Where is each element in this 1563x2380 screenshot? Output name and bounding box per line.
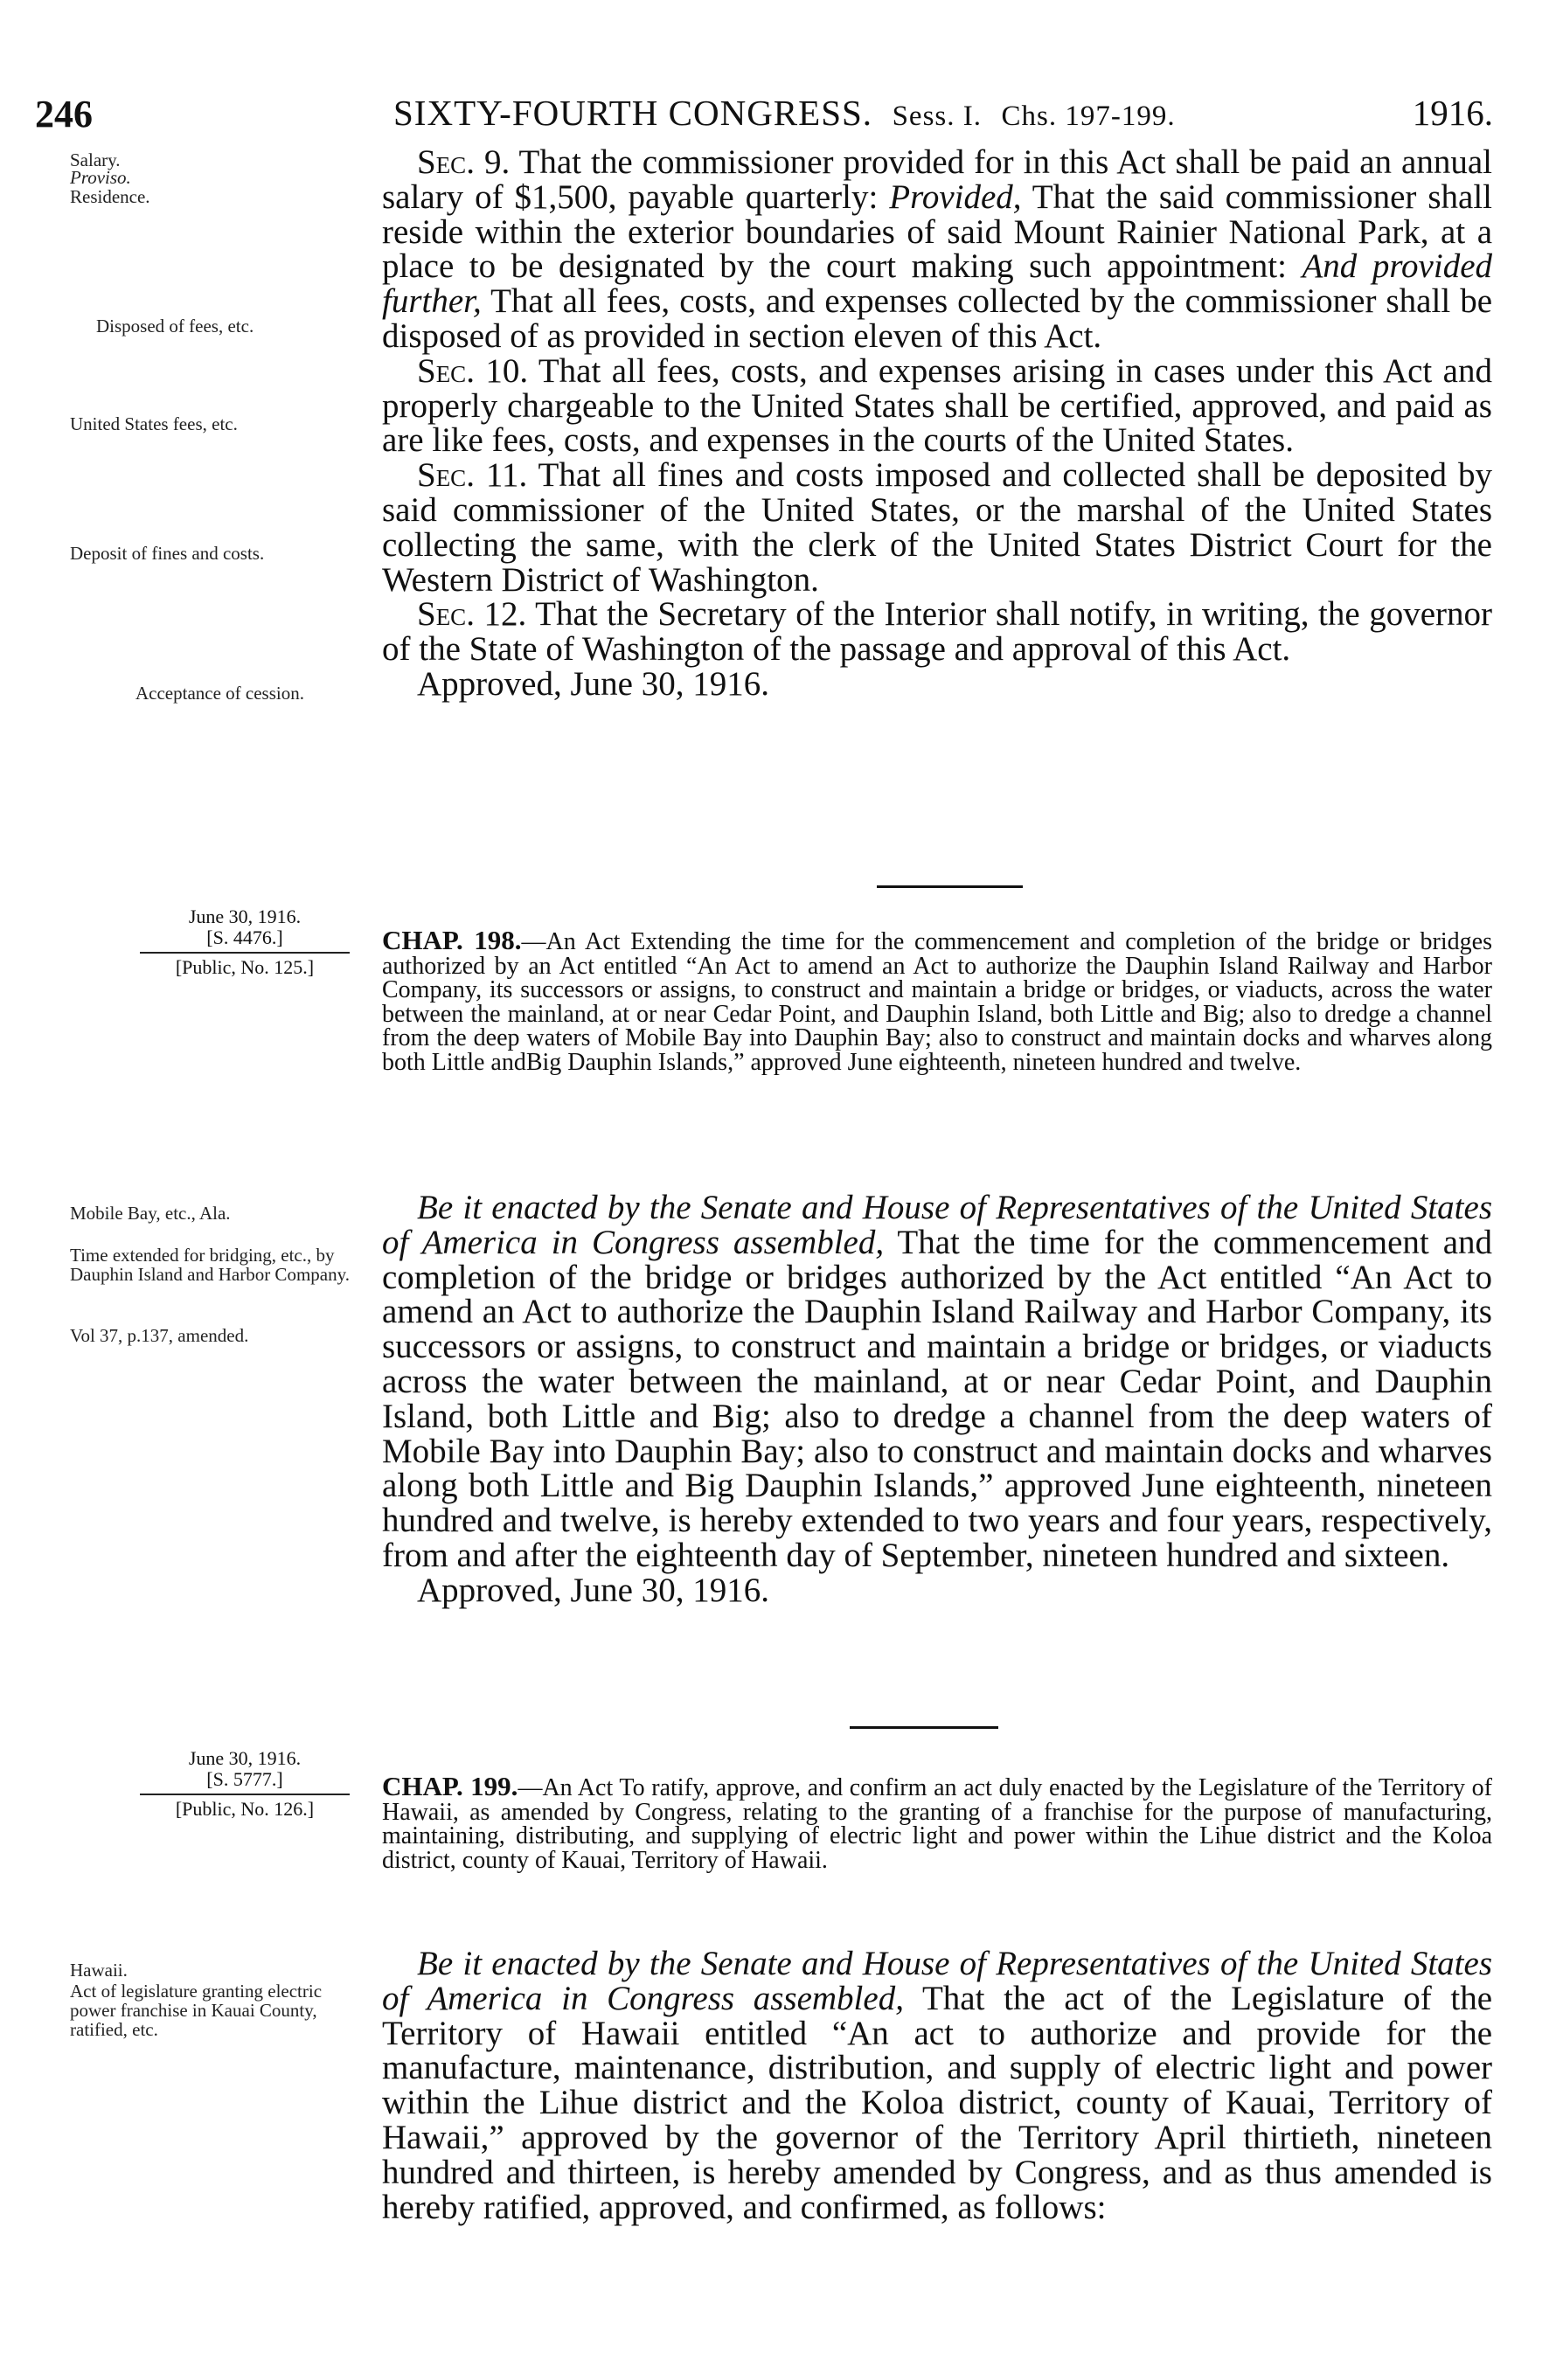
margin-note: Salary. xyxy=(70,149,121,170)
margin-note: Mobile Bay, etc., Ala. xyxy=(70,1203,231,1224)
chapter-label: CHAP. 199. xyxy=(382,1771,518,1801)
section-divider xyxy=(850,1726,998,1729)
enactment-date: June 30, 1916. xyxy=(188,906,302,927)
enactment-date: June 30, 1916. xyxy=(188,1747,302,1769)
margin-note: United States fees, etc. xyxy=(70,413,238,434)
ch199-enactment: Be it enacted by the Senate and House of Representatives of the United States of America in Congress assembled, That the act of the Legislature of the Territory of Hawaii entitled “An act to authorize and provide for the manufacture, maintenance, distribution, and supply of electric light and power within the Lihue district and the Koloa district, county of Kauai, Territory of Hawaii,” approved by the governor of the Territory April thirtieth, nineteen hundred and thirteen, is hereby amended by Congress, and as thus amended is hereby ratified, approved, and confirmed, as follows: xyxy=(382,1945,1493,2226)
ch198-title: CHAP. 198.—An Act Extending the time for the commencement and completion of the bridge or bridges authorized by an Act entitled “An Act to amend an Act to authorize the Dauphin Island Railway and Harbor Company, its successors or assigns, to construct and maintain a bridge or bridges, or viaducts, across the water between the mainland, at or near Cedar Point, and Dauphin Island, both Little and Big; also to dredge a channel from the deep waters of Mobile Bay into Dauphin Bay; also to construct and maintain docks and wharves along both Little andBig Dauphin Islands,” approved June eighteenth, nineteen hundred and twelve. xyxy=(382,925,1492,1076)
ch197-text xyxy=(382,145,1492,702)
ch199-docket xyxy=(140,1748,350,1820)
margin-note: Time extended for bridging, etc., by Dauphin Island and Harbor Company. xyxy=(70,1245,350,1285)
approved-ch198: Approved, June 30, 1916. xyxy=(417,1571,769,1609)
margin-note: Hawaii. xyxy=(70,1960,128,1981)
section-divider xyxy=(877,885,1023,888)
section-12: Sec. 12. That the Secretary of the Interior shall notify, in writing, the governor of the State of Washington of the passage and approval of this Act. xyxy=(382,595,1493,669)
chapters: Chs. 197-199. xyxy=(1001,101,1176,132)
chapter-label: CHAP. 198. xyxy=(382,925,522,955)
margin-note: Acceptance of cession. xyxy=(135,683,304,704)
senate-bill: [S. 5777.] xyxy=(140,1769,350,1795)
ch198-enactment: Be it enacted by the Senate and House of Representatives of the United States of America in Congress assembled, That the time for the commencement and completion of the bridge or bridges authorized by the Act entitled “An Act to amend an Act to authorize the Dauphin Island Railway and Harbor Company, its successors or assigns, to construct and maintain a bridge or bridges, or viaducts across the water between the mainland, at or near Cedar Point, and Dauphin Island, both Little and Big; also to dredge a channel from the deep waters of Mobile Bay into Dauphin Bay; also to construct and maintain docks and wharves along both Little and Big Dauphin Islands,” approved June eighteenth, nineteen hundred and twelve, is hereby extended to two years and four years, respectively, from and after the eighteenth day of September, nineteen hundred and sixteen. xyxy=(382,1189,1493,1574)
public-law-number: [Public, No. 126.] xyxy=(175,1798,315,1820)
section-11: Sec. 11. That all fines and costs imposed and collected shall be deposited by said commissioner of the United States, or the marshal of the United States collecting the same, with the clerk of the United States District Court for the Western District of Washington. xyxy=(382,456,1492,599)
margin-note: Vol 37, p.137, amended. xyxy=(70,1325,249,1346)
margin-note: Deposit of fines and costs. xyxy=(70,543,265,564)
running-title: SIXTY-FOURTH CONGRESS. Sess. I. Chs. 197-199. xyxy=(393,93,1176,133)
ch198-docket xyxy=(140,906,350,978)
margin-note: Proviso. xyxy=(70,167,131,188)
year: 1916. xyxy=(1412,93,1493,133)
margin-note: Disposed of fees, etc. xyxy=(96,316,254,337)
section-9: Sec. 9. That the commissioner provided for in this Act shall be paid an annual salary of $1,500, payable quarterly: Provided, That the said commissioner shall reside within the exterior boundaries of said Mount Rainier National Park, at a place to be designated by the court making such appointment: And provided further, That all fees, costs, and expenses collected by the commissioner shall be disposed of as provided in section eleven of this Act. xyxy=(382,143,1493,355)
public-law-number: [Public, No. 125.] xyxy=(175,956,315,978)
page-header xyxy=(35,92,1493,144)
margin-note: Act of legislature granting electric power franchise in Kauai County, ratified, etc. xyxy=(70,1981,323,2040)
margin-note: Residence. xyxy=(70,186,150,207)
senate-bill: [S. 4476.] xyxy=(140,927,350,954)
ch199-text xyxy=(382,1946,1492,2224)
ch198-text xyxy=(382,1190,1492,1608)
page-number: 246 xyxy=(35,93,93,135)
section-10: Sec. 10. That all fees, costs, and expenses arising in cases under this Act and properly chargeable to the United States shall be certified, approved, and paid as are like fees, costs, and expenses in the courts of the United States. xyxy=(382,351,1492,460)
ch199-title: CHAP. 199.—An Act To ratify, approve, and confirm an act duly enacted by the Legislature of the Territory of Hawaii, as amended by Congress, relating to the granting of a franchise for the purpose of manufacturing, maintaining, distributing, and supplying of electric light and power within the Lihue district and the Koloa district, county of Kauai, Territory of Hawaii. xyxy=(382,1771,1493,1874)
session: Sess. I. xyxy=(892,101,982,132)
approved-ch197: Approved, June 30, 1916. xyxy=(417,664,769,703)
